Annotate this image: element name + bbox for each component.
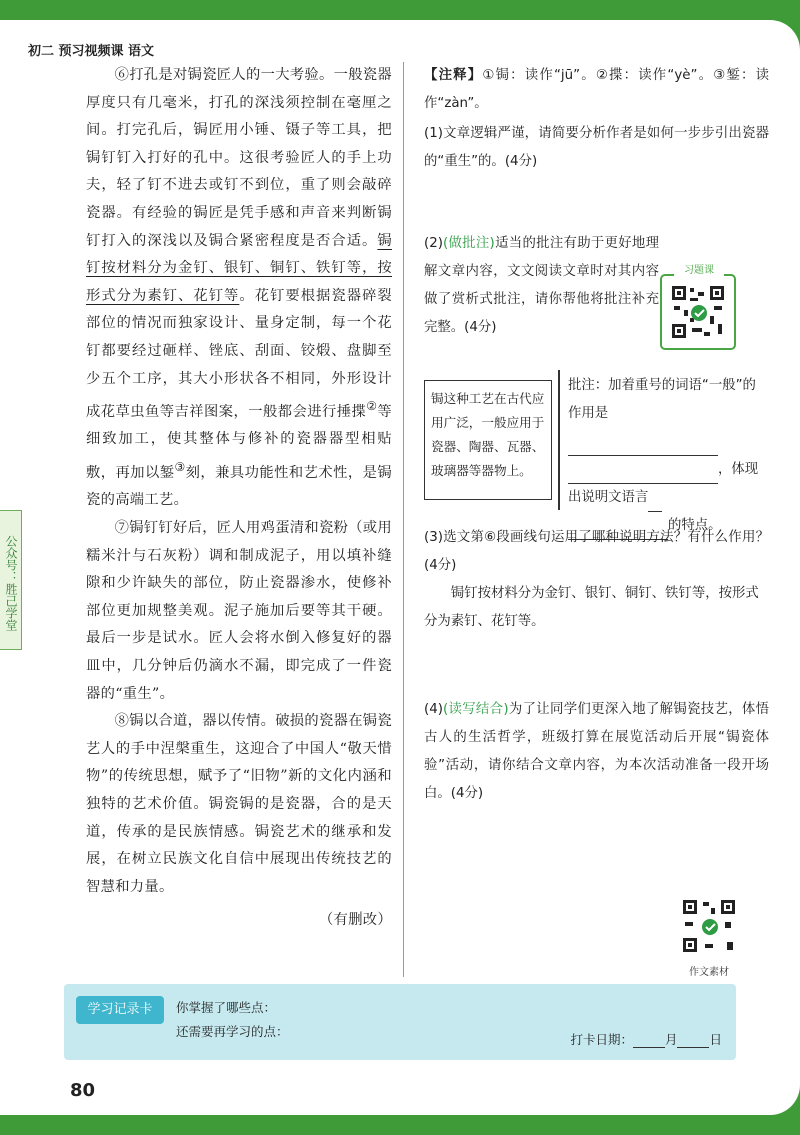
annotation-area [424,370,769,533]
side-tab: 公众号：胜己学堂 [0,510,22,650]
qr-code-icon [670,284,726,340]
passage [86,62,392,935]
annotation-divider [558,370,560,510]
study-record-card [64,984,736,1060]
question-2: (2)(做批注)适当的批注有助于更好地理解文章内容，文文阅读文章时对其内容做了赏析式批注，请你帮他将批注补充完整。(4分) 习题课 [424,230,769,342]
footnote-marker-3: ③ [174,460,186,475]
qr-code-exercise[interactable] [660,274,736,350]
qr-code-writing[interactable] [676,898,742,981]
record-prompts [176,996,289,1044]
question-4: (4)(读写结合)为了让同学们更深入地了解锔瓷技艺，体悟古人的生活哲学，班级打算在展览活动后开展“锔瓷体验”活动，请你结合文章内容，为本次活动准备一段开场白。(4分) [424,702,769,801]
blank-3[interactable] [648,494,662,512]
tag-read-write: (读写结合) [442,702,509,717]
source-note: （有删改） [319,912,392,929]
question-1: (1)文章逻辑严谨，请简要分析作者是如何一步步引出瓷器的“重生”的。(4分) [424,126,769,169]
record-card-tag: 学习记录卡 [76,996,164,1024]
paragraph-6: ⑥打孔是对锔瓷匠人的一大考验。一般瓷器厚度只有几毫米，打孔的深浅须控制在毫厘之间。打完孔后，锔匠用小锤、镊子等工具，把锔钉钉入打好的孔中。这很考验匠人的手上功夫，轻了钉不进去或钉不到位，重了则会敲碎瓷器。有经验的锔匠是凭手感和声音来判断锔钉打入的深浅以及锔合紧密程度是否合适。锔钉按材料分为金钉、银钉、铜钉、铁钉等，按形式分为素钉、花钉等。花钉要根据瓷器碎裂部位的情况而独家设计、量身定制，每一个花钉都要经过砸样、锉底、刮面、铰煅、盘脚至少五个工序，其大小形状各不相同，外形设计成花草虫鱼等吉祥图案，一般都会进行捶揲②等细致加工，使其整体与修补的瓷器器型相贴敷，再加以錾③刻，兼具功能性和艺术性，是锔瓷的高端工艺。 [86,67,393,509]
check-in-date: 打卡日期： 月 日 [570,1032,722,1047]
page-number: 80 [70,1080,96,1101]
month-blank[interactable] [633,1030,665,1048]
qr-code-icon [681,898,737,954]
day-blank[interactable] [677,1030,709,1048]
blank-2[interactable] [568,466,718,484]
paragraph-7: ⑦锔钉钉好后，匠人用鸡蛋清和瓷粉（或用糯米汁与石灰粉）调和制成泥子，用以填补缝隙和少许缺失的部位，防止瓷器渗水，使修补部位更加规整美观。泥子施加后要等其干硬。最后一步是试水。匠人会将水倒入修复好的器皿中，几分钟后仍滴水不漏，即完成了一件瓷器的“重生”。 [86,520,392,702]
qr-label-writing: 作文素材 [689,967,729,978]
annotation-text: 批注：加着重号的词语“一般”的作用是 ，体现出说明文语言 的特点。 [568,372,768,540]
blank-1[interactable] [568,438,718,456]
footnote-marker-2: ② [366,399,378,414]
paragraph-8: ⑧锔以合道，器以传情。破损的瓷器在锔瓷艺人的手中涅槃重生，这迎合了中国人“敬天惜物”的传统思想，赋予了“旧物”新的文化内涵和独特的艺术价值。锔瓷锔的是瓷器，合的是天道，传承的是民族情感。锔瓷艺术的继承和发展，在树立民族文化自信中展现出传统技艺的智慧和力量。 [86,713,392,895]
footnotes: 【注释】①锔：读作“jū”。②揲：读作“yè”。③錾：读作“zàn”。 [424,68,769,111]
question-3-answer: 锔钉按材料分为金钉、银钉、铜钉、铁钉等，按形式分为素钉、花钉等。 [424,586,759,629]
record-to-review: 还需要再学习的点： [176,1024,289,1039]
column-divider [403,62,404,977]
underlined-sentence: 锔钉按材料分为金钉、银钉、铜钉、铁钉等，按形式分为素钉、花钉等 [86,232,392,304]
tag-annotate: (做批注) [442,236,495,251]
bottom-band [0,1115,800,1135]
page-header: 初二 预习视频课 语文 [28,44,155,59]
qr-label-exercise: 习题课 [674,264,724,278]
questions [424,62,769,978]
annotation-excerpt: 锔这种工艺在古代应用广泛，一般应用于瓷器、陶器、瓦器、玻璃器等器物上。 [424,380,552,500]
record-mastered: 你掌握了哪些点： [176,1000,277,1015]
question-3: (3)选文第⑥段画线句运用了哪种说明方法？有什么作用？(4分) 锔钉按材料分为金钉、银钉、铜钉、铁钉等，按形式分为素钉、花钉等。 [424,524,769,636]
